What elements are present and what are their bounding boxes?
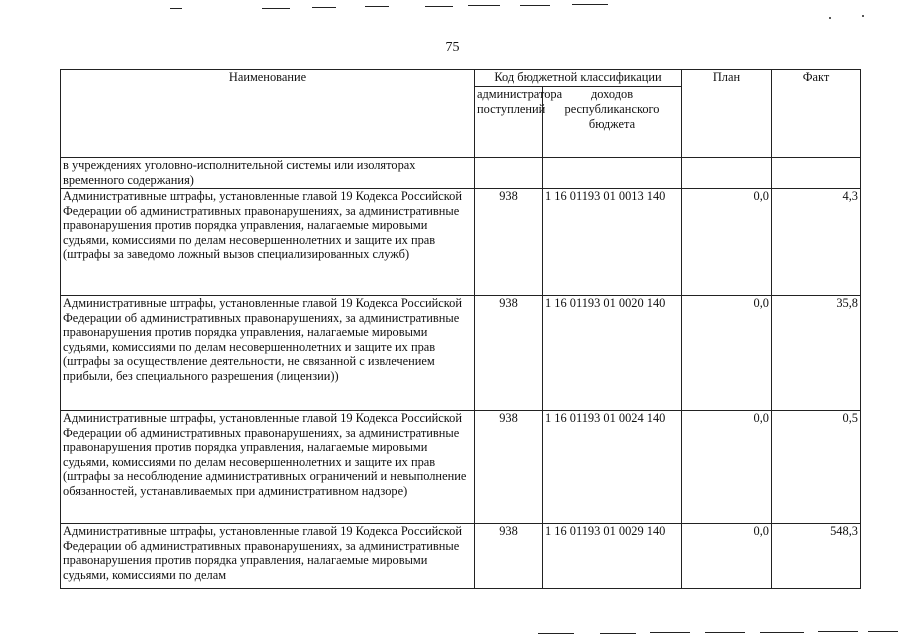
scan-mark	[538, 633, 574, 634]
page-number: 75	[445, 40, 460, 55]
row-plan: 0,0	[682, 411, 772, 524]
scan-mark	[170, 8, 182, 9]
row-fact: 0,5	[772, 411, 861, 524]
scan-dot	[862, 15, 864, 17]
header-income: доходов республиканского бюджета	[543, 87, 682, 158]
scan-mark	[705, 632, 745, 633]
scan-mark	[868, 631, 898, 632]
row-code: 1 16 01193 01 0020 140	[543, 296, 682, 411]
table-row	[61, 411, 861, 524]
row-code: 1 16 01193 01 0029 140	[543, 524, 682, 589]
scan-mark	[760, 632, 804, 633]
row-admin: 938	[475, 189, 543, 296]
row-plan: 0,0	[682, 524, 772, 589]
row-admin: 938	[475, 296, 543, 411]
table-row	[61, 524, 861, 589]
scan-mark	[425, 6, 453, 7]
row-fact: 35,8	[772, 296, 861, 411]
budget-table	[60, 69, 861, 589]
header-name: Наименование	[61, 70, 475, 158]
row-admin: 938	[475, 411, 543, 524]
scan-dot	[829, 17, 831, 19]
row-fact: 548,3	[772, 524, 861, 589]
row-code: 1 16 01193 01 0013 140	[543, 189, 682, 296]
row-admin: 938	[475, 524, 543, 589]
row-name: Административные штрафы, установленные главой 19 Кодекса Российской Федерации об административных правонарушениях, за административные правонарушения против порядка управления, налагаемые мировыми судьями, комиссиями по делам несовершеннолетних и защите их прав (штрафы за осуществление деятельности, не связанной с извлечением прибыли, без специального разрешения (лицензии))	[61, 296, 475, 411]
scan-mark	[818, 631, 858, 632]
row-name: Административные штрафы, установленные главой 19 Кодекса Российской Федерации об административных правонарушениях, за административные правонарушения против порядка управления, налагаемые мировыми судьями, комиссиями по делам	[61, 524, 475, 589]
header-kbk-group: Код бюджетной классификации	[475, 70, 682, 87]
row-name: Административные штрафы, установленные главой 19 Кодекса Российской Федерации об административных правонарушениях, за административные правонарушения против порядка управления, налагаемые мировыми судьями, комиссиями по делам несовершеннолетних и защите их прав (штрафы за заведомо ложный вызов специализированных служб)	[61, 189, 475, 296]
row-admin	[475, 158, 543, 189]
scan-mark	[600, 633, 636, 634]
scan-mark	[468, 5, 500, 6]
row-code: 1 16 01193 01 0024 140	[543, 411, 682, 524]
table-row-continuation	[61, 158, 861, 189]
scan-mark	[650, 632, 690, 633]
row-plan: 0,0	[682, 189, 772, 296]
scan-mark	[262, 8, 290, 9]
row-fact	[772, 158, 861, 189]
row-plan	[682, 158, 772, 189]
row-code	[543, 158, 682, 189]
row-name: Административные штрафы, установленные главой 19 Кодекса Российской Федерации об административных правонарушениях, за административные правонарушения против порядка управления, налагаемые мировыми судьями, комиссиями по делам несовершеннолетних и защите их прав (штрафы за несоблюдение административных ограничений и невыполнение обязанностей, устанавливаемых при административном надзоре)	[61, 411, 475, 524]
scan-mark	[365, 6, 389, 7]
row-fact: 4,3	[772, 189, 861, 296]
header-admin: администратора поступлений	[475, 87, 543, 158]
row-plan: 0,0	[682, 296, 772, 411]
row-name: в учреждениях уголовно-исполнительной системы или изоляторах временного содержания)	[61, 158, 475, 189]
scan-mark	[572, 4, 608, 5]
header-fact: Факт	[772, 70, 861, 158]
header-plan: План	[682, 70, 772, 158]
scan-mark	[520, 5, 550, 6]
header-row-top	[61, 70, 861, 87]
table-row	[61, 189, 861, 296]
scan-mark	[312, 7, 336, 8]
table-row	[61, 296, 861, 411]
